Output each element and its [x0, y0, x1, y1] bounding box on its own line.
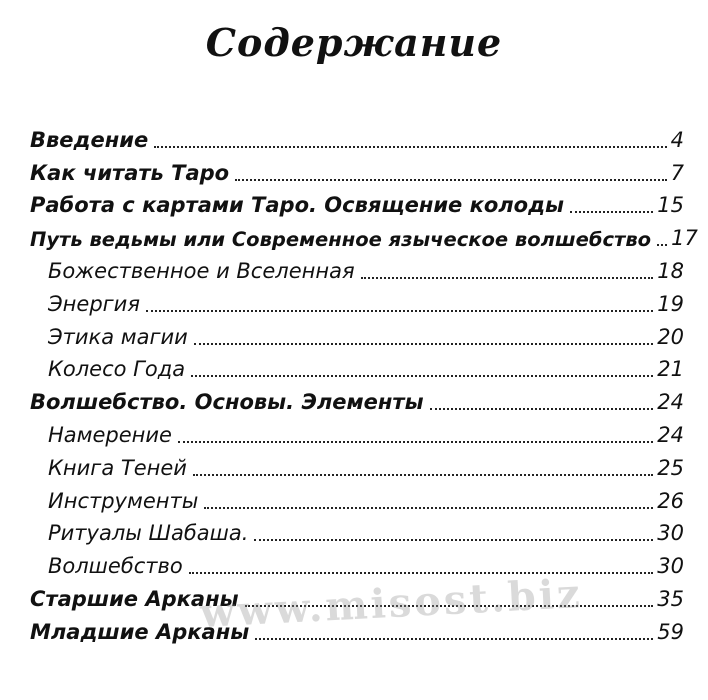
- toc-entry[interactable]: [30, 577, 684, 610]
- dot-leader: [204, 507, 653, 509]
- table-of-contents: [30, 118, 698, 644]
- toc-entry-page: 30: [657, 521, 684, 546]
- toc-entry-label: Колесо Года: [48, 357, 186, 382]
- toc-entry-page: 18: [657, 258, 684, 283]
- dot-leader: [570, 211, 653, 213]
- dot-leader: [657, 244, 667, 246]
- dot-leader: [361, 277, 654, 279]
- toc-subentry[interactable]: [30, 479, 684, 512]
- dot-leader: [154, 146, 666, 148]
- dot-leader: [255, 638, 653, 640]
- toc-subentry[interactable]: [30, 348, 684, 381]
- dot-leader: [430, 408, 654, 410]
- toc-entry-label: Работа с картами Таро. Освящение колоды: [30, 193, 565, 218]
- toc-entry-label: Как читать Таро: [30, 160, 230, 185]
- toc-entry[interactable]: [30, 151, 684, 184]
- toc-entry-label: Божественное и Вселенная: [48, 258, 355, 283]
- dot-leader: [235, 179, 667, 181]
- toc-entry-label: Этика магии: [48, 324, 188, 349]
- toc-entry-page: 59: [657, 619, 684, 644]
- page-title: Содержание: [205, 20, 503, 65]
- toc-entry-page: 26: [657, 488, 684, 513]
- toc-entry-label: Энергия: [48, 291, 140, 316]
- toc-entry-page: 21: [657, 357, 684, 382]
- toc-entry-page: 19: [657, 291, 684, 316]
- toc-entry-label: Введение: [30, 127, 149, 152]
- toc-entry-page: 7: [670, 160, 684, 185]
- dot-leader: [178, 441, 653, 443]
- toc-entry-label: Младшие Арканы: [30, 619, 250, 644]
- toc-subentry[interactable]: [30, 282, 684, 315]
- toc-entry-page: 15: [657, 193, 684, 218]
- toc-entry-label: Волшебство. Основы. Элементы: [30, 390, 424, 415]
- toc-subentry[interactable]: [30, 413, 684, 446]
- toc-entry-label: Инструменты: [48, 488, 199, 513]
- toc-entry-page: 17: [671, 226, 698, 251]
- toc-entry[interactable]: [30, 118, 684, 151]
- toc-entry-label: Старшие Арканы: [30, 586, 239, 611]
- toc-entry-page: 24: [657, 390, 684, 415]
- toc-entry-page: 4: [670, 127, 684, 152]
- toc-entry-page: 25: [657, 455, 684, 480]
- dot-leader: [194, 343, 653, 345]
- dot-leader: [193, 474, 653, 476]
- toc-entry-label: Книга Теней: [48, 455, 187, 480]
- toc-entry-page: 30: [657, 554, 684, 579]
- toc-subentry[interactable]: [30, 249, 684, 282]
- toc-entry[interactable]: [30, 380, 684, 413]
- toc-entry-label: Намерение: [48, 422, 172, 447]
- toc-entry-label: Ритуалы Шабаша.: [48, 521, 249, 546]
- watermark-text: www.misost.biz: [199, 570, 584, 637]
- dot-leader: [191, 375, 653, 377]
- toc-subentry[interactable]: [30, 512, 684, 545]
- dot-leader: [189, 572, 653, 574]
- toc-entry[interactable]: [30, 184, 684, 217]
- toc-entry-page: 20: [657, 324, 684, 349]
- dot-leader: [245, 605, 654, 607]
- toc-subentry[interactable]: [30, 446, 684, 479]
- toc-entry[interactable]: [30, 216, 698, 251]
- dot-leader: [254, 539, 653, 541]
- toc-entry-label: Волшебство: [48, 554, 183, 579]
- toc-entry[interactable]: [30, 610, 684, 643]
- dot-leader: [146, 310, 653, 312]
- toc-entry-page: 35: [657, 586, 684, 611]
- toc-subentry[interactable]: [30, 544, 684, 577]
- toc-subentry[interactable]: [30, 315, 684, 348]
- toc-entry-label: Путь ведьмы или Современное языческое волшебство: [30, 227, 652, 251]
- toc-entry-page: 24: [657, 422, 684, 447]
